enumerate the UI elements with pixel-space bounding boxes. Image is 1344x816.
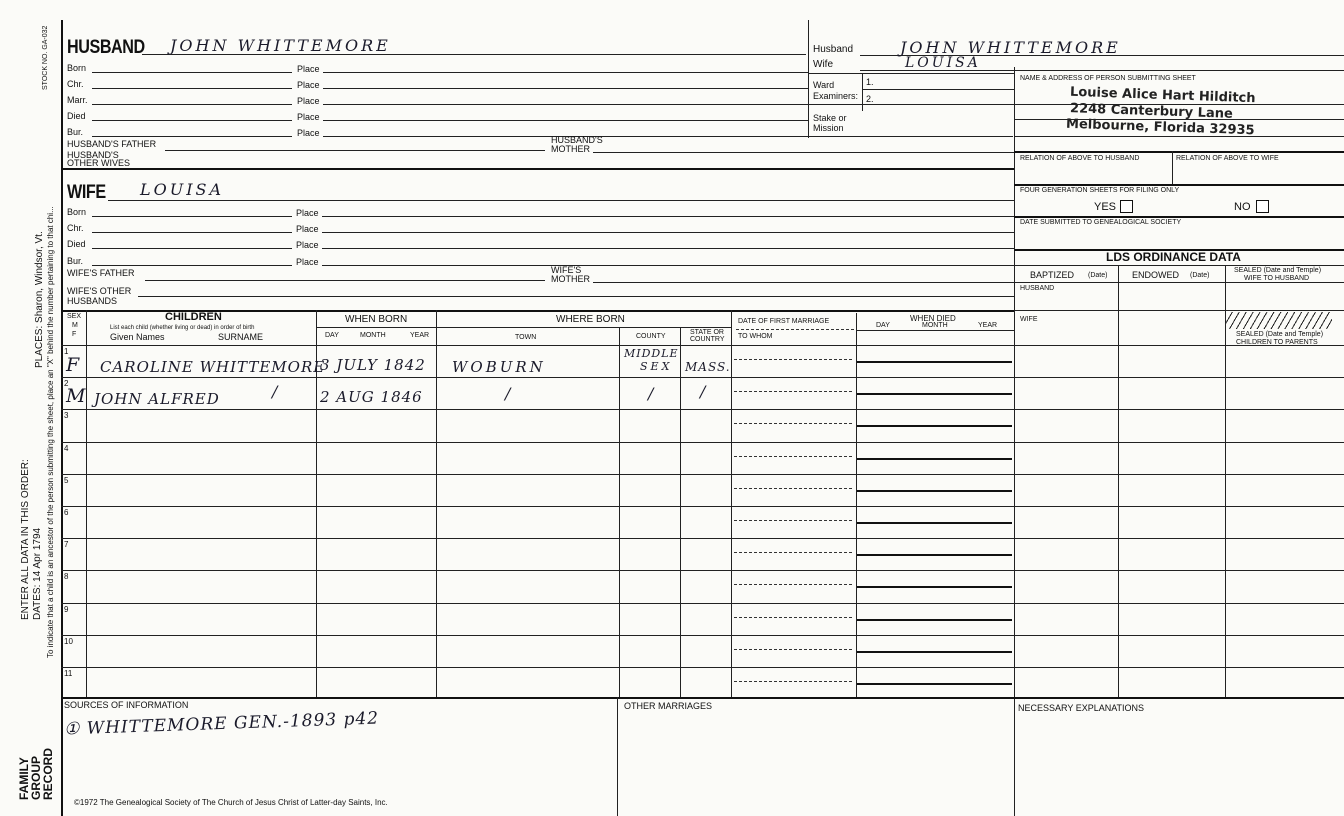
sealed-wife-husband-label: WIFE TO HUSBAND xyxy=(1244,275,1310,282)
dates-example: DATES: 14 Apr 1794 xyxy=(32,527,43,620)
table-row xyxy=(61,570,1344,571)
child-1-name[interactable]: CAROLINE WHITTEMORE xyxy=(100,358,326,376)
table-row xyxy=(61,538,1344,539)
wife-chr-label: Chr. xyxy=(67,223,84,233)
examiners-label: Examiners: xyxy=(813,91,859,101)
death-date-field[interactable] xyxy=(857,671,1012,685)
table-row xyxy=(61,442,1344,443)
husband-other-wives-label: OTHER WIVES xyxy=(67,158,131,168)
death-date-field[interactable] xyxy=(857,381,1012,395)
row-number: 1 xyxy=(64,347,69,356)
children-header: CHILDREN xyxy=(165,311,222,323)
death-date-field[interactable] xyxy=(857,639,1012,653)
lds-husband-label: HUSBAND xyxy=(1020,285,1055,292)
wife-bur-label: Bur. xyxy=(67,256,84,266)
rh-husband-label: Husband xyxy=(813,44,854,55)
enter-data-order: ENTER ALL DATA IN THIS ORDER: xyxy=(20,459,31,620)
no-label: NO xyxy=(1234,201,1251,213)
row-number: 8 xyxy=(64,572,69,581)
examiner-1-field[interactable] xyxy=(862,89,1014,90)
death-date-field[interactable] xyxy=(857,574,1012,588)
first-marriage-header: DATE OF FIRST MARRIAGE xyxy=(738,318,830,325)
wife-chr-field[interactable] xyxy=(92,232,292,233)
child-2-town[interactable]: / xyxy=(505,384,514,403)
husband-born-place-label: Place xyxy=(297,64,320,74)
rh-husband-name[interactable]: JOHN WHITTEMORE xyxy=(900,38,1121,57)
marriage-date-line[interactable] xyxy=(734,423,852,424)
husband-father-label: HUSBAND'S FATHER xyxy=(67,139,157,149)
sex-header: SEX xyxy=(67,313,82,320)
child-2-sex[interactable]: M xyxy=(66,385,89,407)
death-date-field[interactable] xyxy=(857,478,1012,492)
table-row xyxy=(61,409,1344,410)
stake-mission-label: Mission xyxy=(813,123,844,133)
ward-label: Ward xyxy=(813,80,835,90)
explanations-label: NECESSARY EXPLANATIONS xyxy=(1018,703,1145,713)
rh-wife-name[interactable]: LOUISA xyxy=(905,55,981,71)
row-number: 2 xyxy=(64,379,69,388)
when-died-header: WHEN DIED xyxy=(910,314,956,323)
husband-born-field[interactable] xyxy=(92,72,292,73)
husband-died-field[interactable] xyxy=(92,120,292,121)
wife-name[interactable]: LOUISA xyxy=(140,180,225,199)
submitter-city[interactable]: Melbourne, Florida 32935 xyxy=(1065,116,1255,139)
wife-mother-label: MOTHER xyxy=(551,274,590,284)
wife-father-field[interactable] xyxy=(145,280,545,281)
hatched-area xyxy=(1226,312,1332,329)
sources-label: SOURCES OF INFORMATION xyxy=(64,700,189,710)
wife-born-field[interactable] xyxy=(92,216,292,217)
child-2-county[interactable]: / xyxy=(648,384,657,403)
marriage-date-line[interactable] xyxy=(734,520,852,521)
table-row xyxy=(61,474,1344,475)
wife-bur-field[interactable] xyxy=(92,265,292,266)
death-date-field[interactable] xyxy=(857,413,1012,427)
husband-mother-field[interactable] xyxy=(593,152,1014,153)
row-number: 10 xyxy=(64,637,73,646)
husband-name[interactable]: JOHN WHITTEMORE xyxy=(170,36,391,55)
husband-chr-label: Chr. xyxy=(67,79,84,89)
yes-checkbox[interactable] xyxy=(1120,200,1133,213)
row-number: 3 xyxy=(64,411,69,420)
submitter-label: NAME & ADDRESS OF PERSON SUBMITTING SHEET xyxy=(1020,75,1196,82)
when-born-header: WHEN BORN xyxy=(345,314,408,325)
row-number: 6 xyxy=(64,508,69,517)
no-checkbox[interactable] xyxy=(1256,200,1269,213)
to-whom-header: TO WHOM xyxy=(738,333,773,340)
child-1-born[interactable]: 3 JULY 1842 xyxy=(320,356,426,374)
husband-chr-field[interactable] xyxy=(92,88,292,89)
wife-born-label: Born xyxy=(67,207,87,217)
ancestor-instruction: To indicate that a child is an ancestor of the person submitting the sheet, place an "X" behind the number pertaining to that chi... xyxy=(46,206,55,658)
places-example: PLACES: Sharon, Windsor, Vt. xyxy=(34,231,45,368)
relation-wife-label: RELATION OF ABOVE TO WIFE xyxy=(1176,155,1279,162)
lds-title: LDS ORDINANCE DATA xyxy=(1106,250,1241,264)
date-submitted-label: DATE SUBMITTED TO GENEALOGICAL SOCIETY xyxy=(1020,219,1182,226)
header-divider xyxy=(808,20,809,138)
husband-father-field[interactable] xyxy=(165,150,545,151)
child-2-born[interactable]: 2 AUG 1846 xyxy=(320,388,423,406)
marriage-date-line[interactable] xyxy=(734,584,852,585)
row-number: 5 xyxy=(64,476,69,485)
source-entry[interactable]: ① WHITTEMORE GEN.-1893 p42 xyxy=(63,708,380,740)
marriage-date-line[interactable] xyxy=(734,391,852,392)
given-names-header: Given Names xyxy=(110,332,165,342)
husband-born-label: Born xyxy=(67,63,87,73)
husband-bur-label: Bur. xyxy=(67,127,84,137)
table-row xyxy=(61,377,1344,378)
death-date-field[interactable] xyxy=(857,607,1012,621)
marriage-date-line[interactable] xyxy=(734,552,852,553)
child-2-name[interactable]: JOHN ALFRED xyxy=(94,390,220,408)
child-1-sex[interactable]: F xyxy=(66,354,83,376)
child-1-state[interactable]: MASS. xyxy=(685,360,731,374)
child-2-state[interactable]: / xyxy=(700,382,709,401)
stock-number: STOCK NO. GA-032 xyxy=(42,25,49,90)
wife-label: WIFE xyxy=(67,182,106,203)
marriage-date-line[interactable] xyxy=(734,649,852,650)
child-1-county[interactable]: MIDDLE xyxy=(624,347,679,360)
husband-label: HUSBAND xyxy=(67,37,145,58)
wife-died-label: Died xyxy=(67,239,86,249)
table-row xyxy=(61,603,1344,604)
wife-other-husbands-field[interactable] xyxy=(138,296,1014,297)
child-1-town[interactable]: WOBURN xyxy=(452,358,546,376)
rh-wife-label: Wife xyxy=(813,59,833,70)
row-number: 7 xyxy=(64,540,69,549)
other-marriages-label: OTHER MARRIAGES xyxy=(624,701,713,711)
death-date-field[interactable] xyxy=(857,349,1012,363)
relation-husband-label: RELATION OF ABOVE TO HUSBAND xyxy=(1020,155,1140,162)
sealed-children-parents-label: CHILDREN TO PARENTS xyxy=(1236,339,1318,346)
table-row xyxy=(61,635,1344,636)
table-row xyxy=(61,667,1344,668)
submitter-address[interactable]: 2248 Canterbury Lane xyxy=(1069,101,1234,122)
where-born-header: WHERE BORN xyxy=(556,314,625,325)
wife-mother-field[interactable] xyxy=(593,282,1014,283)
yes-label: YES xyxy=(1094,201,1117,213)
surname-header: SURNAME xyxy=(218,332,264,342)
marriage-date-line[interactable] xyxy=(734,488,852,489)
wife-died-field[interactable] xyxy=(92,248,292,249)
husband-marr-label: Marr. xyxy=(67,95,88,105)
submitter-name[interactable]: Louise Alice Hart Hilditch xyxy=(1069,84,1256,107)
lds-wife-label: WIFE xyxy=(1020,316,1038,323)
wife-father-label: WIFE'S FATHER xyxy=(67,268,135,278)
death-date-field[interactable] xyxy=(857,510,1012,524)
copyright: ©1972 The Genealogical Society of The Church of Jesus Christ of Latter-day Saints, Inc. xyxy=(74,798,388,807)
marriage-date-line[interactable] xyxy=(734,617,852,618)
row-number: 11 xyxy=(64,669,73,678)
table-row xyxy=(61,506,1344,507)
marriage-date-line[interactable] xyxy=(734,681,852,682)
husband-bur-field[interactable] xyxy=(92,136,292,137)
row-number: 9 xyxy=(64,605,69,614)
marriage-date-line[interactable] xyxy=(734,359,852,360)
endowed-label: ENDOWED xyxy=(1132,270,1179,280)
examiner-2-field[interactable] xyxy=(808,104,1014,105)
wife-other-husbands-label: HUSBANDS xyxy=(67,296,118,306)
death-date-field[interactable] xyxy=(857,446,1012,460)
table-row xyxy=(61,345,1344,346)
row-number: 4 xyxy=(64,444,69,453)
husband-died-label: Died xyxy=(67,111,86,121)
husband-mother-label: MOTHER xyxy=(551,144,590,154)
form-title: FAMILY GROUP RECORD xyxy=(17,747,55,800)
marriage-date-line[interactable] xyxy=(734,456,852,457)
death-date-field[interactable] xyxy=(857,542,1012,556)
baptized-label: BAPTIZED xyxy=(1030,270,1075,280)
four-gen-label: FOUR GENERATION SHEETS FOR FILING ONLY xyxy=(1020,187,1180,194)
husband-marr-field[interactable] xyxy=(92,104,292,105)
